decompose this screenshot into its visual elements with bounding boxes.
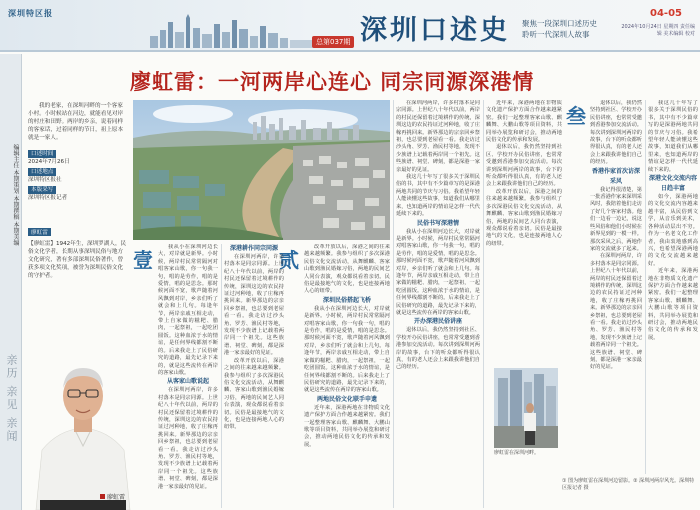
column-3-subheading-2: 两地民俗文化联手申遗 <box>316 395 377 403</box>
column-6-text: 退休以后，我仍然坚持到社区、学校开办民俗讲座，也常常受邀到香港参加交流活动。每次讲到深圳河两岸的故事，台下的听众都听得很认真，有的老人还会上来跟我讲他们自己的经历。 <box>590 100 642 166</box>
column-7-subheading: 深港文化交流内容日趋丰富 <box>648 175 697 193</box>
column-rule <box>645 100 646 474</box>
column-3-text-cont: 我从小在深圳河边长大，对岸就是新界。小时候，两岸村民常常隔河对唱客家山歌，你一句我一句，唱的是劳作，唱的是爱情，唱的是思念。那时候河面不宽，歌声随着河风飘到对岸，乡亲们听了就会和上几句。每逢年节，两岸亲戚互相走动，带上自家做的糍粑、腊肉，一起祭祖，一起吃团圆饭。这种血浓于水的情谊，是任何界线都割不断的。后来我走上了民俗研究的道路，最先记录下来的，就是这些流传在两岸的客家山歌。 <box>304 305 390 394</box>
column-1-text-cont: 在深圳河两岸，许多村落本是同宗同源。上世纪八十年代以前，两岸的村民还保留着过境耕作的传统，深圳这边的农民持证过河种地，收了庄稼再挑回来。新界那边的宗亲回乡祭祖，也总要到老屋看一看。我走访过沙头角、罗芳、渔民村等地，发现不少族谱上记载着两岸同一个祖先。这些族谱、祠堂、碑刻，都是深港一家亲最好的见证。 <box>158 387 218 490</box>
column-4-text: 在深圳河两岸，许多村落本是同宗同源。上世纪八十年代以前，两岸的村民还保留着过境耕作的传统，深圳这边的农民持证过河种地，收了庄稼再挑回来。新界那边的宗亲回乡祭祖，也总要到老屋看一看。我走访过沙头角、罗芳、渔民村等地，发现不少族谱上记载着两岸同一个祖先。这些族谱、祠堂、碑刻，都是深港一家亲最好的见证。 <box>396 100 480 173</box>
column-2-text-cont: 改革开放以后，深港之间的往来越来越频繁。我参与组织了多次深港民俗文化交流活动，从舞麒麟、客家山歌到渔民婚嫁习俗，两地的民间艺人同台表演，观众都说看着亲切。民俗是最接地气的文化，也是连接两地人心的纽带。 <box>224 357 284 431</box>
date-label: 口述时间 <box>28 150 56 158</box>
photo-caption: 廖虹雷在深圳河畔。 <box>494 450 540 456</box>
newspaper-logo: 深圳特区报 <box>8 9 53 18</box>
interviewer-value: 深圳特区报记者 <box>28 195 68 201</box>
column-7-text-2: 如今，深港两地的文化交流内容越来越丰富，从民俗到文学，从音乐到美术，各种活动层出不穷。作为一名老文化工作者，我由衷地感到高兴，也希望深港两地的文化交流越来越好。 <box>648 194 698 267</box>
date-value: 2024年7月26日 <box>28 159 70 165</box>
section-slogan <box>522 18 597 40</box>
column-3-subheading: 深圳民俗搭起飞桥 <box>322 296 371 304</box>
place-label: 口述地点 <box>28 168 56 176</box>
column-4-subheading: 民俗书写深港情 <box>416 219 459 227</box>
column-5-text-2: 退休以后，我仍然坚持到社区、学校开办民俗讲座，也常常受邀到香港参加交流活动。每次讲到深圳河两岸的故事，台下的听众都听得很认真，有的老人还会上来跟我讲他们自己的经历。 <box>486 144 562 188</box>
article-column-6 <box>590 100 642 474</box>
place-value: 深圳特区报社 <box>28 177 62 183</box>
column-rule <box>483 100 484 508</box>
bio-label: 廖虹雷 <box>28 228 51 236</box>
portrait-caption <box>100 492 125 501</box>
bio-text: 【廖虹雷】1942年生，深圳罗湖人，民俗文化学者，长期从事深圳民俗与地方文化研究，著有多部深圳民俗著作，曾获多项文化奖项，被誉为深圳民俗文化的守护者。 <box>28 241 127 279</box>
sidebar-credits: 编辑主任 本期策划 本期撰稿 本期美编 <box>12 144 19 246</box>
masthead-meta: 2024年10月24日 星期四 责任编辑 美术编辑 校对 <box>621 24 695 37</box>
slogan-line-1: 聚焦一段深圳口述历史 <box>522 19 597 28</box>
sidebar-calligraphy: 亲历 亲见 亲闻 <box>5 354 18 443</box>
column-2-text: 在深圳河两岸，许多村落本是同宗同源。上世纪八十年代以前，两岸的村民还保留着过境耕作的传统，深圳这边的农民持证过河种地，收了庄稼再挑回来。新界那边的宗亲回乡祭祖，也总要到老屋看一看。我走访过沙头角、罗芳、渔民村等地，发现不少族谱上记载着两岸同一个祖先。这些族谱、祠堂、碑刻，都是深港一家亲最好的见证。 <box>224 254 284 357</box>
column-rule <box>221 244 222 508</box>
column-1-subheading: 从客家山歌说起 <box>166 378 209 386</box>
column-4-text-4: 退休以后，我仍然坚持到社区、学校开办民俗讲座，也常常受邀到香港参加交流活动。每次讲到深圳河两岸的故事，台下的听众都听得很认真，有的老人还会上来跟我讲他们自己的经历。 <box>396 327 480 371</box>
article-column-7 <box>648 100 698 474</box>
column-7-text-3: 近年来，深港两地在非物质文化遗产保护方面合作越来越紧密。我们一起整理客家山歌、麒麟舞、大鹏山歌等项目资料，共同举办展览和研讨会，推动两地民俗文化的传承和发展。 <box>648 268 698 341</box>
article-column-5 <box>486 100 562 364</box>
column-4-text-2: 我这几十年写了很多关于深圳民俗的书，其中有不少篇章写的是深港两地共同的节庆与习俗。我希望年轻人能读懂这些故事，知道我们从哪里来，也知道两岸的情谊是怎样一代代延续下来的。 <box>396 174 480 218</box>
column-2-subheading: 深港耕作同宗同源 <box>229 245 278 252</box>
slogan-line-2: 聆听一代深圳人故事 <box>522 30 590 39</box>
column-5-text: 近年来，深港两地在非物质文化遗产保护方面合作越来越紧密。我们一起整理客家山歌、麒麟舞、大鹏山歌等项目资料，共同举办展览和研讨会，推动两地民俗文化的传承和发展。 <box>486 100 562 144</box>
column-6-text-2: 我记得很清楚，第一批香港作家来深圳采风时，我陪着他们走访了好几个客家村落。他们一边看一边记，说这些风俗和他们小时候在新界见到的一模一样。那次采风之后，两地作家的交流就多了起来。 <box>590 186 642 252</box>
masthead <box>0 0 700 52</box>
page-date: 04-05 <box>650 8 682 19</box>
column-4-subheading-2: 开办深港民俗讲座 <box>413 318 462 326</box>
article-column-1 <box>158 244 218 508</box>
section-numeral-3: 叁 <box>566 104 586 128</box>
portrait-photo <box>28 330 138 510</box>
photo-credit-note: ① 图为廖虹雷在深圳河边留影。② 深圳河两岸风光。深圳特区报记者 摄 <box>562 478 695 491</box>
column-7-text: 我这几十年写了很多关于深圳民俗的书，其中有不少篇章写的是深港两地共同的节庆与习俗。我希望年轻人能读懂这些故事，知道我们从哪里来，也知道两岸的情谊是怎样一代代延续下来的。 <box>648 100 698 173</box>
column-6-subheading: 香港作家首次访深采风 <box>591 167 640 185</box>
interviewer-label: 本版采写 <box>28 186 56 194</box>
intro-column <box>28 102 128 202</box>
column-3-text-end: 近年来，深港两地在非物质文化遗产保护方面合作越来越紧密。我们一起整理客家山歌、麒麟舞、大鹏山歌等项目资料，共同举办展览和研讨会，推动两地民俗文化的传承和发展。 <box>304 404 390 448</box>
column-rule <box>393 100 394 508</box>
aerial-photo-shenzhen-river <box>133 100 390 240</box>
section-title: 深圳口述史 <box>360 15 510 46</box>
riverside-portrait-photo <box>494 368 558 448</box>
interview-info <box>28 148 128 202</box>
article-headline: 廖虹雷：一河两岸心连心 同宗同源深港情 <box>130 69 535 94</box>
article-column-2 <box>224 244 284 508</box>
section-numeral-2: 贰 <box>279 248 299 272</box>
portrait-name-text: 廖虹雷 <box>107 494 126 501</box>
column-5-text-3: 改革开放以后，深港之间的往来越来越频繁。我参与组织了多次深港民俗文化交流活动，从舞麒麟、客家山歌到渔民婚嫁习俗，两地的民间艺人同台表演，观众都说看着亲切。民俗是最接地气的文化，也是连接两地人心的纽带。 <box>486 188 562 247</box>
column-4-text-3: 我从小在深圳河边长大，对岸就是新界。小时候，两岸村民常常隔河对唱客家山歌，你一句我一句，唱的是劳作，唱的是爱情，唱的是思念。那时候河面不宽，歌声随着河风飘到对岸，乡亲们听了就会和上几句。每逢年节，两岸亲戚互相走动，带上自家做的糍粑、腊肉，一起祭祖，一起吃团圆饭。这种血浓于水的情谊，是任何界线都割不断的。后来我走上了民俗研究的道路，最先记录下来的，就是这些流传在两岸的客家山歌。 <box>396 228 480 316</box>
column-3-text: 改革开放以后，深港之间的往来越来越频繁。我参与组织了多次深港民俗文化交流活动，从舞麒麟、客家山歌到渔民婚嫁习俗，两地的民间艺人同台表演，观众都说看着亲切。民俗是最接地气的文化，也是连接两地人心的纽带。 <box>304 244 390 295</box>
column-6-text-3: 在深圳河两岸，许多村落本是同宗同源。上世纪八十年代以前，两岸的村民还保留着过境耕作的传统，深圳这边的农民持证过河种地，收了庄稼再挑回来。新界那边的宗亲回乡祭祖，也总要到老屋看一看。我走访过沙头角、罗芳、渔民村等地，发现不少族谱上记载着两岸同一个祖先。这些族谱、祠堂、碑刻，都是深港一家亲最好的见证。 <box>590 253 642 371</box>
column-1-text: 我从小在深圳河边长大，对岸就是新界。小时候，两岸村民常常隔河对唱客家山歌，你一句我一句，唱的是劳作，唱的是爱情，唱的是思念。那时候河面不宽，歌声随着河风飘到对岸，乡亲们听了就会和上几句。每逢年节，两岸亲戚互相走动，带上自家做的糍粑、腊肉，一起祭祖，一起吃团圆饭。这种血浓于水的情谊，是任何界线都割不断的。后来我走上了民俗研究的道路，最先记录下来的，就是这些流传在两岸的客家山歌。 <box>158 244 218 376</box>
city-skyline-illustration <box>150 14 325 48</box>
issue-badge: 总第037期 <box>312 36 354 48</box>
caption-square-icon <box>100 494 105 499</box>
left-sidebar <box>0 54 22 510</box>
article-column-3 <box>304 244 390 508</box>
intro-text: 我的老家，在深圳河畔的一个客家小村。小时候站在河边，就能看见对岸的村庄和田野。两岸的乡亲，说着同样的客家话，过着同样的节日，祖上原本就是一家人。 <box>28 103 124 141</box>
section-numeral-1: 壹 <box>133 248 153 272</box>
article-column-4 <box>396 100 480 508</box>
